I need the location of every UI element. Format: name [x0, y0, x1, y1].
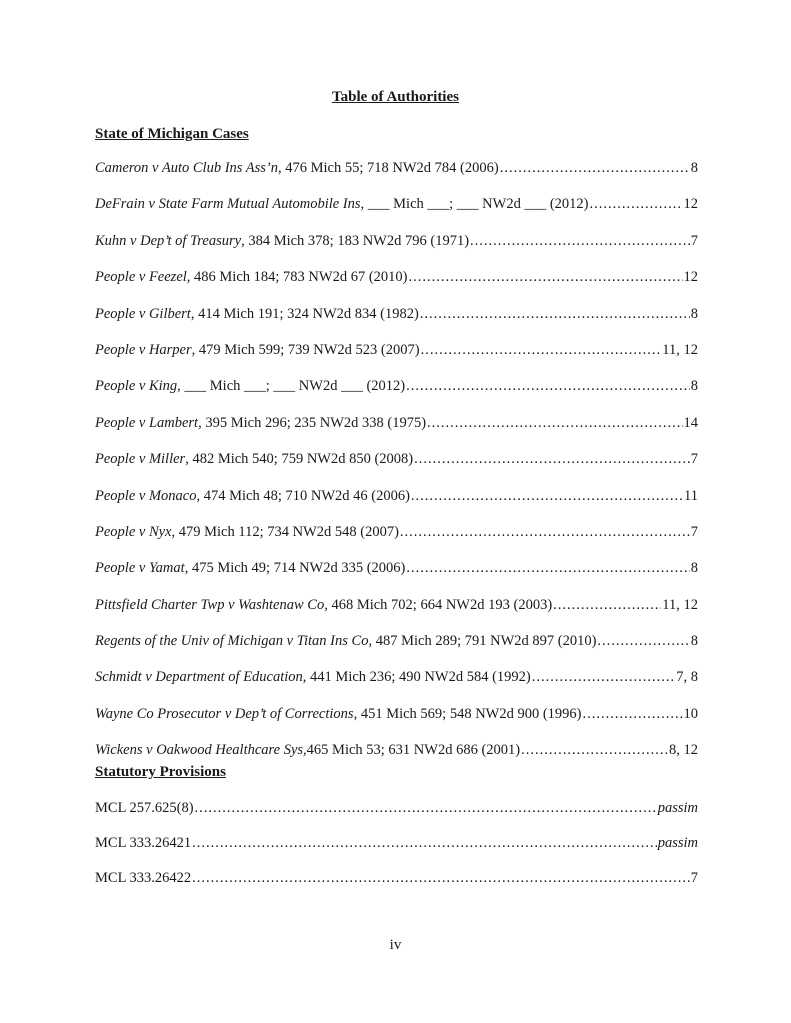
- case-name: People v King: [95, 378, 178, 395]
- case-citation: , ___ Mich ___; ___ NW2d ___ (2012): [360, 196, 589, 213]
- statute-entry: [95, 835, 698, 870]
- case-entry: [95, 233, 698, 269]
- statute-entry: [95, 870, 698, 905]
- case-entry: [95, 415, 698, 451]
- dot-leader: [195, 800, 657, 817]
- case-citation: 465 Mich 53; 631 NW2d 686 (2001): [306, 742, 521, 759]
- dot-leader: [406, 560, 689, 577]
- dot-leader: [500, 160, 690, 177]
- case-pages: 11, 12: [662, 341, 698, 358]
- statute-pages: passim: [657, 800, 698, 816]
- case-entry: [95, 524, 698, 560]
- dot-leader: [411, 488, 683, 505]
- statutes-list: [95, 800, 698, 905]
- case-pages: 8, 12: [669, 742, 698, 759]
- case-citation: , 384 Mich 378; 183 NW2d 796 (1971): [241, 232, 470, 249]
- dot-leader: [420, 306, 690, 323]
- statute-pages: passim: [657, 835, 698, 851]
- case-name: Wickens v Oakwood Healthcare Sys,: [95, 742, 307, 759]
- case-entry: [95, 269, 698, 305]
- case-pages: 8: [690, 378, 698, 395]
- case-pages: 8: [690, 633, 698, 650]
- page-title: Table of Authorities: [332, 89, 459, 105]
- case-entry: [95, 669, 698, 705]
- case-citation: , 487 Mich 289; 791 NW2d 897 (2010): [368, 633, 597, 650]
- dot-leader: [427, 415, 682, 432]
- dot-leader: [192, 870, 690, 887]
- statute-name: MCL 333.26422: [95, 870, 192, 886]
- case-citation: , 395 Mich 296; 235 NW2d 338 (1975): [198, 414, 427, 431]
- case-citation: , 482 Mich 540; 759 NW2d 850 (2008): [185, 451, 414, 468]
- case-entry: [95, 451, 698, 487]
- case-citation: , 486 Mich 184; 783 NW2d 67 (2010): [186, 269, 408, 286]
- case-citation: , 475 Mich 49; 714 NW2d 335 (2006): [184, 560, 406, 577]
- case-pages: 8: [690, 160, 698, 176]
- case-name: Pittsfield Charter Twp v Washtenaw Co: [95, 596, 325, 613]
- case-citation: , 479 Mich 112; 734 NW2d 548 (2007): [171, 523, 399, 540]
- case-name: DeFrain v State Farm Mutual Automobile Ins: [95, 196, 361, 213]
- case-name: People v Harper: [95, 341, 192, 358]
- dot-leader: [421, 342, 662, 359]
- case-name: People v Monaco: [95, 487, 197, 504]
- statute-entry: [95, 800, 698, 835]
- case-pages: 11, 12: [662, 596, 698, 613]
- case-pages: 12: [683, 269, 698, 286]
- case-name: Regents of the Univ of Michigan v Titan Ins Co: [95, 633, 369, 650]
- case-pages: 14: [683, 414, 698, 431]
- case-name: Kuhn v Dep’t of Treasury: [95, 232, 242, 249]
- section-heading-cases: State of Michigan Cases: [95, 126, 249, 142]
- case-entry: [95, 342, 698, 378]
- case-pages: 11: [684, 487, 698, 504]
- dot-leader: [192, 835, 657, 852]
- case-entry: [95, 706, 698, 742]
- dot-leader: [532, 669, 676, 686]
- case-pages: 7: [690, 523, 698, 540]
- case-citation: , 441 Mich 236; 490 NW2d 584 (1992): [302, 669, 531, 686]
- case-name: People v Miller: [95, 451, 186, 468]
- case-citation: , 476 Mich 55; 718 NW2d 784 (2006): [278, 160, 499, 176]
- case-name: Schmidt v Department of Education: [95, 669, 303, 686]
- case-pages: 12: [683, 196, 698, 213]
- case-entry: [95, 560, 698, 596]
- case-name: People v Yamat: [95, 560, 185, 577]
- case-entry: [95, 160, 698, 196]
- case-name: People v Feezel: [95, 269, 187, 286]
- dot-leader: [553, 597, 661, 614]
- section-heading-statutes: Statutory Provisions: [95, 764, 226, 780]
- case-name: People v Lambert: [95, 414, 199, 431]
- dot-leader: [470, 233, 690, 250]
- case-pages: 10: [683, 705, 698, 722]
- case-entry: [95, 488, 698, 524]
- case-entry: [95, 306, 698, 342]
- case-pages: 8: [690, 305, 698, 322]
- statute-name: MCL 333.26421: [95, 835, 192, 851]
- case-citation: , 414 Mich 191; 324 NW2d 834 (1982): [190, 305, 419, 322]
- dot-leader: [597, 633, 689, 650]
- case-pages: 7: [690, 451, 698, 468]
- cases-list: [95, 160, 698, 779]
- case-name: Cameron v Auto Club Ins Ass’n: [95, 160, 278, 176]
- case-name: People v Nyx: [95, 523, 172, 540]
- case-pages: 8: [690, 560, 698, 577]
- case-citation: , 479 Mich 599; 739 NW2d 523 (2007): [191, 341, 420, 358]
- dot-leader: [583, 706, 683, 723]
- case-entry: [95, 196, 698, 232]
- case-pages: 7, 8: [676, 669, 698, 686]
- case-entry: [95, 633, 698, 669]
- case-pages: 7: [690, 232, 698, 249]
- case-entry: [95, 597, 698, 633]
- dot-leader: [400, 524, 690, 541]
- case-name: Wayne Co Prosecutor v Dep’t of Corrections: [95, 705, 354, 722]
- case-entry: [95, 378, 698, 414]
- case-citation: , ___ Mich ___; ___ NW2d ___ (2012): [177, 378, 406, 395]
- case-citation: , 451 Mich 569; 548 NW2d 900 (1996): [353, 705, 582, 722]
- case-citation: , 468 Mich 702; 664 NW2d 193 (2003): [324, 596, 553, 613]
- case-name: People v Gilbert: [95, 305, 191, 322]
- statute-pages: 7: [690, 870, 698, 886]
- case-citation: , 474 Mich 48; 710 NW2d 46 (2006): [196, 487, 410, 504]
- page-number: iv: [389, 937, 402, 953]
- statute-name: MCL 257.625(8): [95, 800, 194, 816]
- dot-leader: [521, 742, 668, 759]
- dot-leader: [589, 196, 682, 213]
- dot-leader: [408, 269, 682, 286]
- dot-leader: [406, 378, 690, 395]
- dot-leader: [414, 451, 690, 468]
